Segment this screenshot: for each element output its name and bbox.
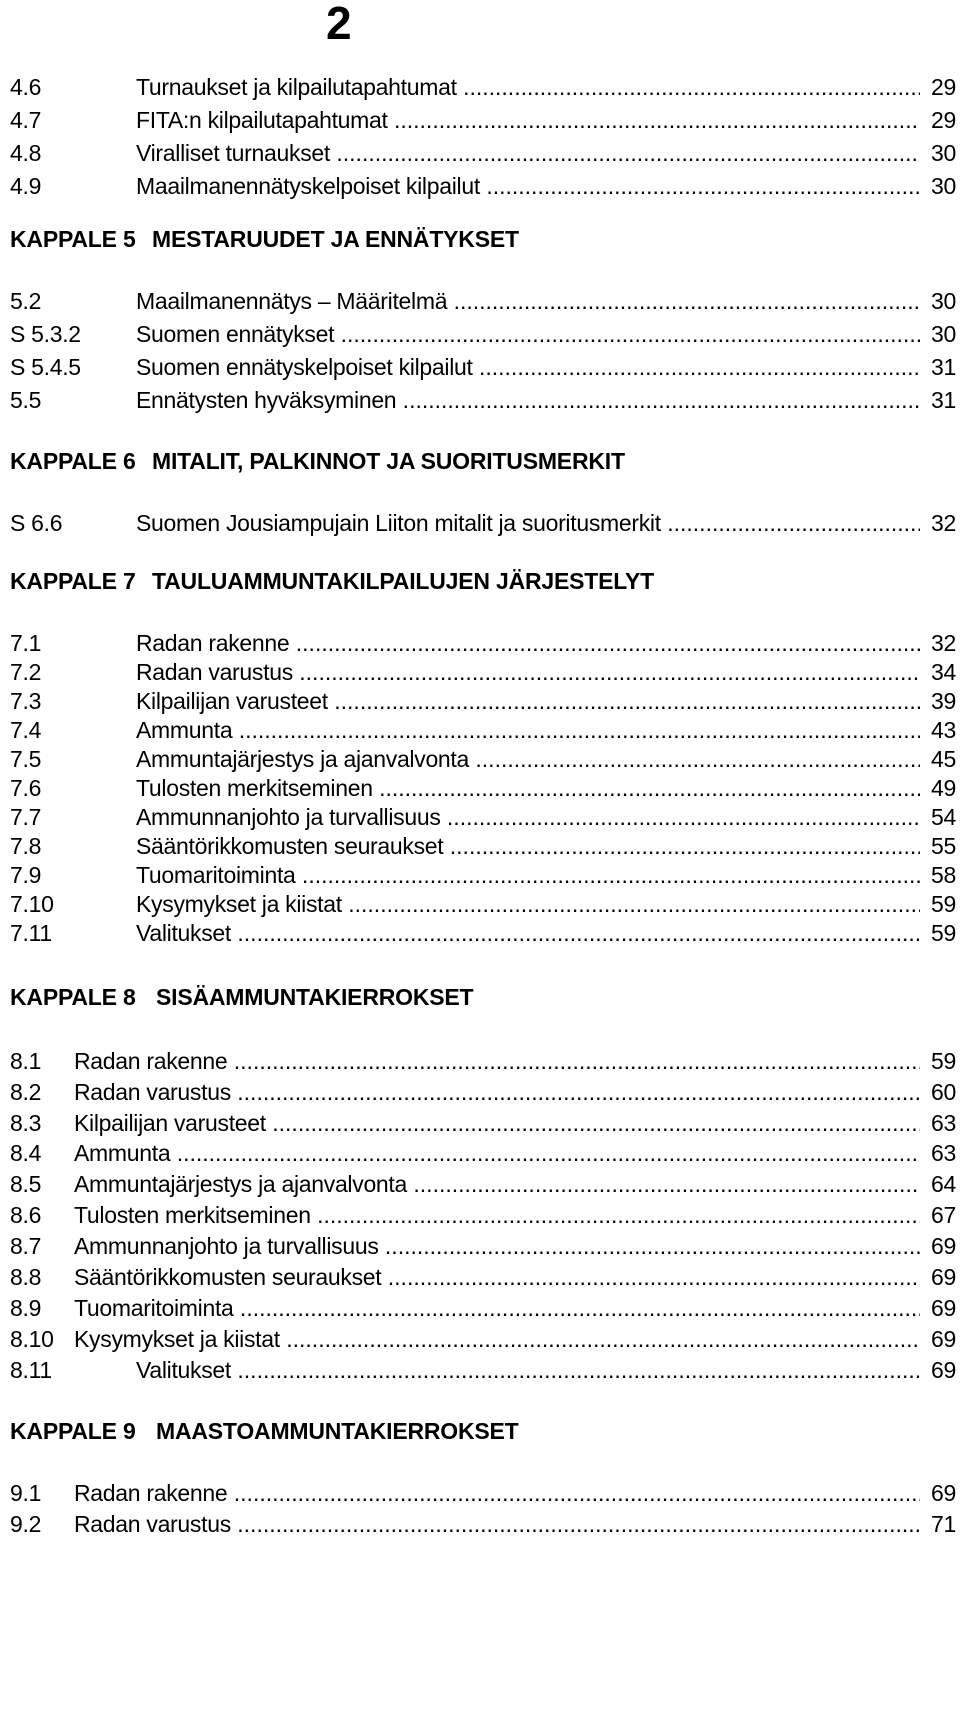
toc-entry[interactable] — [10, 657, 956, 687]
entry-title: Tuomaritoiminta ..... — [74, 1293, 920, 1323]
entry-page-number: 63 — [928, 1138, 956, 1168]
entry-number: 4.9 — [10, 173, 42, 199]
entry-title: Radan varustus ..... — [136, 657, 920, 687]
chapter-label: KAPPALE 7 — [10, 568, 136, 594]
entry-page-number: 69 — [928, 1355, 956, 1385]
entry-title: Radan varustus ..... — [74, 1509, 920, 1539]
toc-entry[interactable] — [10, 686, 956, 716]
entry-title: Radan rakenne ..... — [136, 628, 920, 658]
entry-number: S 5.4.5 — [10, 354, 81, 380]
entry-number: 8.8 — [10, 1264, 42, 1290]
chapter-label: KAPPALE 8 — [10, 984, 136, 1010]
entry-page-number: 29 — [928, 72, 956, 102]
entry-page-number: 29 — [928, 105, 956, 135]
toc-entry[interactable] — [10, 715, 956, 745]
entry-page-number: 60 — [928, 1077, 956, 1107]
entry-page-number: 59 — [928, 889, 956, 919]
entry-number: 8.7 — [10, 1233, 42, 1259]
entry-number: 9.2 — [10, 1511, 42, 1537]
toc-entry[interactable] — [10, 1355, 956, 1385]
toc-entry[interactable] — [10, 1138, 956, 1168]
entry-page-number: 45 — [928, 744, 956, 774]
entry-title: Tulosten merkitseminen ..... — [74, 1200, 920, 1230]
entry-page-number: 39 — [928, 686, 956, 716]
entry-page-number: 32 — [928, 508, 956, 538]
entry-page-number: 69 — [928, 1324, 956, 1354]
chapter-heading — [10, 224, 956, 254]
entry-page-number: 34 — [928, 657, 956, 687]
toc-entry[interactable] — [10, 1293, 956, 1323]
toc-entry[interactable] — [10, 1231, 956, 1261]
entry-page-number: 49 — [928, 773, 956, 803]
entry-title: Ennätysten hyväksyminen ..... — [136, 385, 920, 415]
entry-title: Kysymykset ja kiistat ..... — [74, 1324, 920, 1354]
chapter-heading — [10, 982, 956, 1012]
entry-title: Ammunta ..... — [136, 715, 920, 745]
entry-number: 4.6 — [10, 74, 42, 100]
entry-title: Valitukset ..... — [136, 918, 920, 948]
chapter-title: MAASTOAMMUNTAKIERROKSET — [156, 1418, 519, 1444]
toc-entry[interactable] — [10, 1169, 956, 1199]
entry-page-number: 54 — [928, 802, 956, 832]
toc-entry[interactable] — [10, 860, 956, 890]
chapter-title: SISÄAMMUNTAKIERROKSET — [156, 984, 474, 1010]
entry-page-number: 63 — [928, 1108, 956, 1138]
toc-entry[interactable] — [10, 1077, 956, 1107]
toc-entry[interactable] — [10, 773, 956, 803]
entry-page-number: 55 — [928, 831, 956, 861]
entry-page-number: 30 — [928, 171, 956, 201]
entry-number: 7.2 — [10, 659, 42, 685]
entry-number: 7.6 — [10, 775, 42, 801]
entry-number: 7.1 — [10, 630, 42, 656]
entry-title: Radan varustus ..... — [74, 1077, 920, 1107]
entry-number: 8.9 — [10, 1295, 42, 1321]
entry-page-number: 69 — [928, 1231, 956, 1261]
entry-title: Kilpailijan varusteet ..... — [136, 686, 920, 716]
toc-entry[interactable] — [10, 1046, 956, 1076]
chapter-title: MITALIT, PALKINNOT JA SUORITUSMERKIT — [152, 448, 625, 474]
entry-title: Maailmanennätys – Määritelmä ..... — [136, 286, 920, 316]
entry-title: Turnaukset ja kilpailutapahtumat ..... — [136, 72, 920, 102]
entry-title: Ammuntajärjestys ja ajanvalvonta ..... — [74, 1169, 920, 1199]
entry-number: 8.3 — [10, 1110, 42, 1136]
toc-entry[interactable] — [10, 918, 956, 948]
entry-title: Ammunnanjohto ja turvallisuus ..... — [136, 802, 920, 832]
entry-number: 8.10 — [10, 1326, 54, 1352]
chapter-label: KAPPALE 9 — [10, 1418, 136, 1444]
entry-number: 9.1 — [10, 1480, 42, 1506]
entry-page-number: 58 — [928, 860, 956, 890]
entry-number: 7.9 — [10, 862, 42, 888]
chapter-heading — [10, 1416, 956, 1446]
entry-number: 7.10 — [10, 891, 54, 917]
toc-entry[interactable] — [10, 138, 956, 168]
entry-number: 5.2 — [10, 288, 42, 314]
toc-entry[interactable] — [10, 1200, 956, 1230]
entry-title: Ammuntajärjestys ja ajanvalvonta ..... — [136, 744, 920, 774]
toc-entry[interactable] — [10, 508, 956, 538]
entry-number: 7.11 — [10, 920, 52, 946]
entry-title: Maailmanennätyskelpoiset kilpailut ..... — [136, 171, 920, 201]
entry-page-number: 43 — [928, 715, 956, 745]
chapter-title: MESTARUUDET JA ENNÄTYKSET — [152, 226, 519, 252]
entry-number: 8.5 — [10, 1171, 42, 1197]
entry-number: 8.2 — [10, 1079, 42, 1105]
entry-number: 5.5 — [10, 387, 42, 413]
entry-number: S 5.3.2 — [10, 321, 81, 347]
entry-number: 7.5 — [10, 746, 42, 772]
entry-title: Sääntörikkomusten seuraukset ..... — [136, 831, 920, 861]
entry-title: Ammunnanjohto ja turvallisuus ..... — [74, 1231, 920, 1261]
toc-entry[interactable] — [10, 831, 956, 861]
entry-title: Viralliset turnaukset ..... — [136, 138, 920, 168]
toc-entry[interactable] — [10, 628, 956, 658]
toc-entry[interactable] — [10, 171, 956, 201]
entry-page-number: 64 — [928, 1169, 956, 1199]
entry-title: Kysymykset ja kiistat ..... — [136, 889, 920, 919]
entry-title: Suomen ennätykset ..... — [136, 319, 920, 349]
chapter-label: KAPPALE 6 — [10, 448, 136, 474]
toc-entry[interactable] — [10, 889, 956, 919]
toc-entry[interactable] — [10, 744, 956, 774]
entry-title: Kilpailijan varusteet ..... — [74, 1108, 920, 1138]
toc-entry[interactable] — [10, 1108, 956, 1138]
toc-entry[interactable] — [10, 352, 956, 382]
chapter-title: TAULUAMMUNTAKILPAILUJEN JÄRJESTELYT — [152, 568, 654, 594]
entry-title: Radan rakenne ..... — [74, 1046, 920, 1076]
entry-number: 8.6 — [10, 1202, 42, 1228]
entry-title: Tulosten merkitseminen ..... — [136, 773, 920, 803]
entry-number: 7.7 — [10, 804, 42, 830]
toc-entry[interactable] — [10, 72, 956, 102]
toc-entry[interactable] — [10, 385, 956, 415]
entry-page-number: 30 — [928, 319, 956, 349]
toc-entry[interactable] — [10, 1262, 956, 1292]
entry-number: 4.8 — [10, 140, 42, 166]
entry-title: Valitukset ..... — [136, 1355, 920, 1385]
entry-title: Tuomaritoiminta ..... — [136, 860, 920, 890]
entry-page-number: 69 — [928, 1293, 956, 1323]
entry-title: Suomen Jousiampujain Liiton mitalit ja suoritusmerkit ..... — [136, 508, 920, 538]
entry-title: Radan rakenne ..... — [74, 1478, 920, 1508]
entry-number: 8.4 — [10, 1140, 42, 1166]
entry-number: 7.3 — [10, 688, 42, 714]
entry-title: Suomen ennätyskelpoiset kilpailut ..... — [136, 352, 920, 382]
toc-entry[interactable] — [10, 802, 956, 832]
entry-page-number: 59 — [928, 918, 956, 948]
entry-number: 7.4 — [10, 717, 42, 743]
toc-entry[interactable] — [10, 1478, 956, 1508]
entry-number: 4.7 — [10, 107, 42, 133]
entry-number: 8.1 — [10, 1048, 42, 1074]
entry-page-number: 71 — [928, 1509, 956, 1539]
entry-page-number: 59 — [928, 1046, 956, 1076]
entry-page-number: 32 — [928, 628, 956, 658]
entry-page-number: 69 — [928, 1478, 956, 1508]
toc-entry[interactable] — [10, 1509, 956, 1539]
chapter-heading — [10, 566, 956, 596]
toc-entry[interactable] — [10, 1324, 956, 1354]
entry-page-number: 30 — [928, 286, 956, 316]
entry-number: 7.8 — [10, 833, 42, 859]
toc-entry[interactable] — [10, 105, 956, 135]
entry-page-number: 31 — [928, 385, 956, 415]
entry-title: FITA:n kilpailutapahtumat ..... — [136, 105, 920, 135]
entry-number: 8.11 — [10, 1357, 52, 1383]
page-number: 2 — [326, 0, 352, 49]
entry-title: Sääntörikkomusten seuraukset ..... — [74, 1262, 920, 1292]
entry-page-number: 67 — [928, 1200, 956, 1230]
entry-number: S 6.6 — [10, 510, 63, 536]
chapter-heading — [10, 446, 956, 476]
entry-page-number: 30 — [928, 138, 956, 168]
entry-page-number: 31 — [928, 352, 956, 382]
toc-entry[interactable] — [10, 286, 956, 316]
entry-page-number: 69 — [928, 1262, 956, 1292]
chapter-label: KAPPALE 5 — [10, 226, 136, 252]
entry-title: Ammunta ..... — [74, 1138, 920, 1168]
toc-entry[interactable] — [10, 319, 956, 349]
